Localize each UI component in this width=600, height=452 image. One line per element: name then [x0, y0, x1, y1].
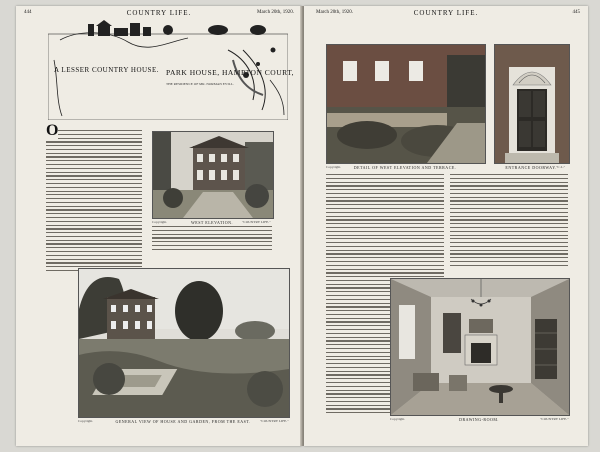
photo-entrance-doorway: [494, 44, 570, 164]
running-title: COUNTRY LIFE.: [126, 9, 192, 17]
credit-entrance-doorway: "C.L.": [556, 165, 566, 169]
photo-detail-west-elevation: [326, 44, 486, 164]
photo-general-view: [78, 268, 290, 418]
credit-general-view: Copyright.: [78, 419, 94, 423]
body-text-right-column: [450, 174, 568, 272]
issue-date: March 20th, 1920.: [257, 10, 294, 15]
credit-drawing-room: Copyright.: [390, 417, 406, 421]
caption-drawing-room: DRAWING-ROOM.: [459, 417, 499, 422]
caption-detail-west-elevation: DETAIL OF WEST ELEVATION AND TERRACE.: [353, 165, 457, 170]
issue-date: March 20th, 1920.: [316, 10, 353, 15]
caption-entrance-doorway: ENTRANCE DOORWAY.: [505, 165, 557, 170]
article-byline: THE RESIDENCE OF MR. NORMAN EVILL.: [166, 82, 234, 86]
article-title: PARK HOUSE, HAMPTON COURT,: [166, 68, 295, 77]
credit-right-general-view: "COUNTRY LIFE.": [260, 419, 289, 423]
page-number: 445: [572, 10, 580, 15]
running-title: COUNTRY LIFE.: [413, 9, 479, 17]
caption-west-elevation: WEST ELEVATION.: [190, 220, 233, 225]
title-prefix: A LESSER COUNTRY HOUSE.: [54, 66, 159, 74]
page-number: 444: [24, 10, 32, 15]
body-text-under-photo: [152, 226, 272, 258]
photo-drawing-room: [390, 278, 570, 416]
credit-right-drawing-room: "COUNTRY LIFE.": [540, 417, 569, 421]
magazine-spread: [16, 6, 588, 446]
left-page: [16, 6, 302, 446]
credit-right-west-elevation: "COUNTRY LIFE.": [242, 220, 271, 224]
caption-general-view: GENERAL VIEW OF HOUSE AND GARDEN, FROM THE EAST.: [115, 419, 251, 424]
photo-west-elevation: [152, 131, 274, 219]
drop-cap: O: [46, 122, 59, 139]
credit-detail-west-elevation: Copyright.: [326, 165, 342, 169]
body-text-column: [46, 130, 142, 286]
right-page: [304, 6, 588, 446]
credit-west-elevation: Copyright.: [152, 220, 168, 224]
